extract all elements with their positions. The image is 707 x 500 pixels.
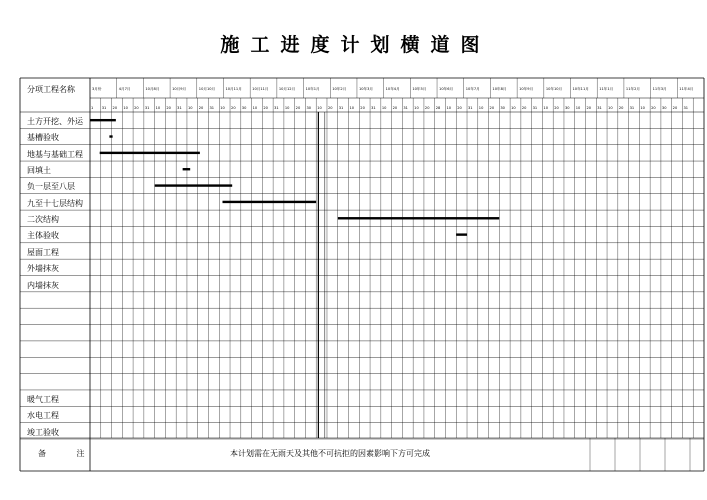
day-tick: 10 <box>575 105 581 110</box>
day-tick: 31 <box>209 105 215 110</box>
day-tick: 31 <box>403 105 408 110</box>
day-tick: 10 <box>155 105 161 110</box>
day-tick: 20 <box>198 105 204 110</box>
month-label: 10年10月 <box>545 87 563 91</box>
day-tick: 20 <box>295 105 301 110</box>
day-tick: 10 <box>543 105 548 110</box>
gantt-bar <box>456 233 467 235</box>
day-tick: 30 <box>306 105 312 110</box>
task-name: 二次结构 <box>27 215 59 225</box>
day-tick: 31 <box>629 105 635 110</box>
title-char: 进 <box>280 34 307 56</box>
title-char: 道 <box>430 34 457 56</box>
month-label: 10月9月 <box>172 87 187 91</box>
day-tick: 31 <box>274 105 279 110</box>
day-tick: 10 <box>511 105 516 110</box>
task-name: 九至十七层结构 <box>27 198 83 208</box>
gantt-bar <box>109 135 112 137</box>
task-name: 水电工程 <box>27 411 59 421</box>
day-tick: 20 <box>672 105 678 110</box>
day-tick: 20 <box>134 105 139 110</box>
day-tick: 10 <box>608 105 613 110</box>
day-tick: 20 <box>360 105 365 110</box>
task-name: 外墙抹灰 <box>27 264 59 274</box>
day-tick: 10 <box>478 105 484 110</box>
day-tick: 10 <box>381 105 387 110</box>
month-label: 10年9月 <box>519 87 534 91</box>
day-tick: 20 <box>489 105 495 110</box>
day-tick: 20 <box>457 105 462 110</box>
day-tick: 30 <box>564 105 570 110</box>
day-tick: 20 <box>112 105 118 110</box>
title-char: 度 <box>310 34 337 56</box>
title-char: 横 <box>400 34 427 56</box>
month-label: 10月12月 <box>278 87 296 91</box>
day-tick: 20 <box>424 105 430 110</box>
day-tick: 10 <box>640 105 645 110</box>
month-label: 3月份 <box>92 87 102 91</box>
task-name: 地基与基础工程 <box>27 149 83 159</box>
day-tick: 10 <box>187 105 193 110</box>
day-tick: 10 <box>349 105 355 110</box>
title-char: 工 <box>250 34 277 56</box>
day-tick: 10 <box>220 105 225 110</box>
task-name: 内墙抹灰 <box>27 280 59 290</box>
month-label: 10年6月 <box>439 87 454 91</box>
gantt-bar <box>338 217 500 219</box>
month-label: 10月11月 <box>225 87 242 91</box>
month-label: 10年8月 <box>492 87 507 91</box>
title-char: 图 <box>460 34 487 56</box>
day-tick: 20 <box>521 105 527 110</box>
task-name: 竣工验收 <box>27 427 59 437</box>
day-tick: 20 <box>392 105 398 110</box>
day-tick: 20 <box>327 105 333 110</box>
day-tick: 10 <box>284 105 290 110</box>
day-tick: 20 <box>231 105 236 110</box>
day-tick: 30 <box>661 105 667 110</box>
month-label: 10年5月 <box>412 87 427 91</box>
task-name: 回填土 <box>27 166 51 176</box>
task-name: 屋面工程 <box>27 247 59 257</box>
month-label: 10年2月 <box>332 87 347 91</box>
month-label: 10年4月 <box>385 87 400 91</box>
gantt-bar <box>155 184 233 186</box>
day-tick: 28 <box>435 105 441 110</box>
day-tick: 1 <box>91 105 94 110</box>
day-tick: 20 <box>263 105 268 110</box>
day-tick: 30 <box>500 105 505 110</box>
day-tick: 31 <box>532 105 538 110</box>
task-name: 基槽验收 <box>27 133 59 143</box>
day-tick: 10 <box>123 105 128 110</box>
day-tick: 10 <box>446 105 452 110</box>
month-label: 10年7月 <box>465 87 480 91</box>
day-tick: 20 <box>166 105 171 110</box>
title-char: 施 <box>220 34 247 56</box>
remarks-text: 本计划需在无雨天及其他不可抗拒的因素影响下方可完成 <box>230 449 430 458</box>
month-label: 11年1月 <box>599 87 614 91</box>
header-label: 分项工程名称 <box>27 85 75 94</box>
day-tick: 20 <box>651 105 656 110</box>
day-tick: 20 <box>586 105 592 110</box>
gantt-bar <box>90 119 116 121</box>
task-name: 土方开挖、外运 <box>27 117 83 126</box>
gantt-bar <box>183 168 191 170</box>
month-label: 11年4月 <box>679 87 694 91</box>
month-label: 10月11月 <box>252 87 269 91</box>
day-tick: 31 <box>338 105 344 110</box>
month-label: 10年3月 <box>358 87 373 91</box>
day-tick: 10 <box>317 105 322 110</box>
day-tick: 30 <box>241 105 247 110</box>
day-tick: 31 <box>468 105 473 110</box>
task-name: 主体验收 <box>27 231 59 241</box>
month-label: 10月10月 <box>198 87 216 91</box>
month-label: 10年1月 <box>305 87 320 91</box>
remarks-label: 备 注 <box>38 449 99 458</box>
day-tick: 10 <box>414 105 419 110</box>
title-char: 划 <box>370 34 397 56</box>
day-tick: 31 <box>683 105 689 110</box>
day-tick: 31 <box>597 105 602 110</box>
day-tick: 10 <box>252 105 258 110</box>
day-tick: 20 <box>554 105 559 110</box>
day-tick: 31 <box>371 105 376 110</box>
gantt-bar <box>222 201 316 203</box>
task-name: 负一层至八层 <box>27 182 75 192</box>
title-char: 计 <box>340 34 367 56</box>
day-tick: 20 <box>618 105 624 110</box>
month-label: 10月8月 <box>145 87 160 91</box>
day-tick: 31 <box>177 105 182 110</box>
month-label: 10年11月 <box>572 87 589 91</box>
gantt-bar <box>100 152 200 154</box>
day-tick: 31 <box>144 105 150 110</box>
task-name: 暖气工程 <box>27 394 59 404</box>
month-label: 4月7月 <box>118 87 131 91</box>
day-tick: 31 <box>101 105 107 110</box>
month-label: 11年2月 <box>625 87 640 91</box>
month-label: 11年3月 <box>652 87 667 91</box>
